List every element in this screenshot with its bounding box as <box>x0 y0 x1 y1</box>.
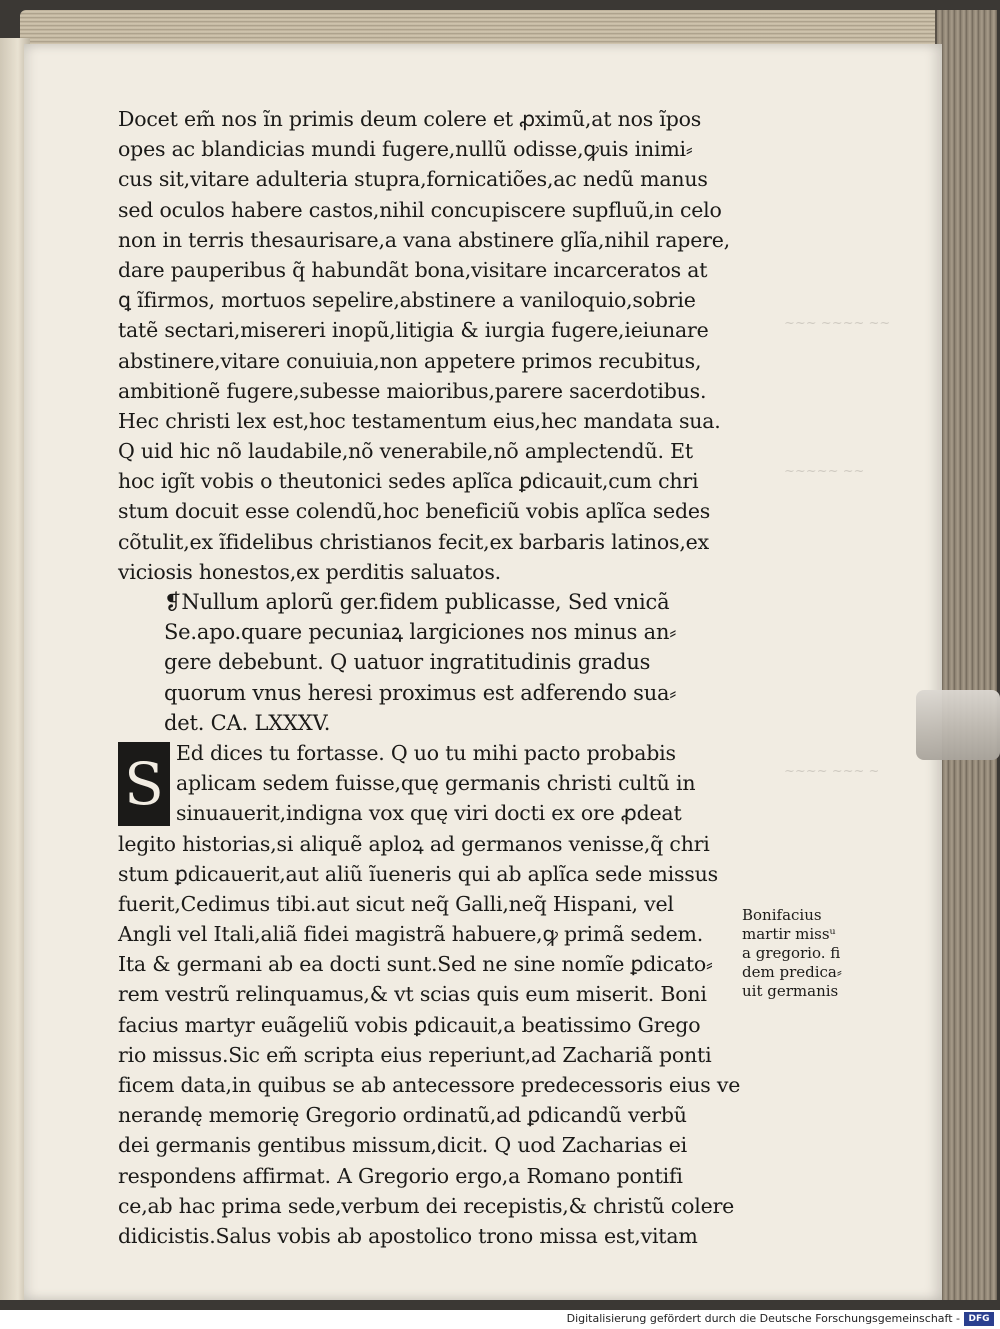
text-line: nerandę memorię Gregorio ordinatũ,ad ꝑdicandũ verbũ <box>118 1103 687 1128</box>
show-through-text: ~~~~~ ~~ <box>784 464 865 479</box>
text-line: Hec christi lex est,hoc testamentum eius,hec mandata sua. <box>118 408 721 433</box>
margin-note <box>742 906 852 1001</box>
chapter-heading <box>118 587 748 738</box>
margin-note-line: uit germanis <box>742 982 839 1000</box>
heading-line: quorum vnus heresi proximus est adferendo sua⸗ <box>164 680 677 705</box>
show-through-text: ~~~ ~~~~ ~~ <box>784 316 891 331</box>
margin-note-line: a gregorio. fi <box>742 944 841 962</box>
text-line: hoc igĩt vobis o theutonici sedes aplĩca ꝑdicauit,cum chri <box>118 469 699 494</box>
text-line: ficem data,in quibus se ab antecessore predecessoris eius ve <box>118 1073 741 1097</box>
text-line: respondens affirmat. A Gregorio ergo,a Romano pontifi <box>118 1163 683 1188</box>
text-line: sed oculos habere castos,nihil concupiscere supfluũ,in celo <box>118 197 722 222</box>
text-line: cõtulit,ex ĩfidelibus christianos fecit,ex barbaris latinos,ex <box>118 529 709 554</box>
book-cover-edge <box>935 10 997 1300</box>
text-line: cus sit,vitare adulteria stupra,fornicatiões,ac nedũ manus <box>118 167 708 192</box>
footer-credit: Digitalisierung gefördert durch die Deutsche Forschungsgemeinschaft - <box>566 1312 960 1325</box>
heading-line: ❡Nullum aplorũ ger.fidem publicasse, Sed vnicã <box>164 590 670 614</box>
text-line: non in terris thesaurisare,a vana abstinere glĩa,nihil rapere, <box>118 227 730 252</box>
text-line: abstinere,vitare conuiuia,non appetere primos recubitus, <box>118 348 702 373</box>
text-line: dei germanis gentibus missum,dicit. Q uod Zacharias ei <box>118 1133 688 1158</box>
show-through-text: ~~~~ ~~~ ~ <box>784 764 880 779</box>
chapter-paragraph-start <box>118 738 748 829</box>
text-line: sinuauerit,indigna vox quę viri docti ex ore ꝓdeat <box>176 801 682 826</box>
text-line: didicistis.Salus vobis ab apostolico trono missa est,vitam <box>118 1223 698 1248</box>
text-line: opes ac blandicias mundi fugere,nullũ odisse,ꝙuis inimi⸗ <box>118 137 693 162</box>
chapter-paragraph <box>118 829 748 1252</box>
heading-line: gere debebunt. Q uatuor ingratitudinis gradus <box>164 650 651 675</box>
text-line: tatẽ sectari,misereri inopũ,litigia & iurgia fugere,ieiunare <box>118 318 709 343</box>
text-line: ꝗ ĩfirmos, mortuos sepelire,abstinere a vaniloquio,sobrie <box>118 288 696 313</box>
page-clip <box>916 690 1000 760</box>
book-top-edge <box>20 10 970 46</box>
text-line: Docet em̃ nos ĩn primis deum colere et ꝓximũ,at nos ĩpos <box>118 107 702 131</box>
paragraph-one <box>118 104 748 587</box>
text-line: dare pauperibus q̃ habundãt bona,visitare incarceratos at <box>118 257 708 282</box>
heading-line: Se.apo.quare pecuniaꝝ largiciones nos minus an⸗ <box>164 620 677 645</box>
text-line: stum docuit esse colendũ,hoc beneficiũ vobis aplĩca sedes <box>118 499 711 524</box>
text-line: rem vestrũ relinquamus,& vt scias quis eum miserit. Boni <box>118 982 707 1007</box>
dfg-logo: DFG <box>964 1312 994 1326</box>
text-line: viciosis honestos,ex perditis saluatos. <box>118 559 501 584</box>
margin-note-line: dem predica⸗ <box>742 963 842 981</box>
text-line: Ita & germani ab ea docti sunt.Sed ne sine nomĩe ꝑdicato⸗ <box>118 952 713 977</box>
text-line: fuerit,Cedimus tibi.aut sicut neq̃ Galli,neq̃ Hispani, vel <box>118 891 674 916</box>
text-line: rio missus.Sic em̃ scripta eius reperiunt,ad Zachariã ponti <box>118 1042 712 1067</box>
text-line: aplicam sedem fuisse,quę germanis christi cultũ in <box>176 771 696 796</box>
main-text <box>118 104 748 1251</box>
margin-note-line: Bonifacius <box>742 906 822 924</box>
text-line: facius martyr euãgeliũ vobis ꝑdicauit,a beatissimo Grego <box>118 1012 701 1037</box>
digitization-footer <box>0 1310 1000 1329</box>
margin-note-line: martir missᵘ <box>742 925 836 943</box>
text-line: ambitionẽ fugere,subesse maioribus,parere sacerdotibus. <box>118 378 707 403</box>
drop-initial: S <box>118 742 170 826</box>
text-line: legito historias,si aliquẽ aploꝝ ad germanos venisse,q̃ chri <box>118 831 710 856</box>
text-line: ce,ab hac prima sede,verbum dei recepistis,& christũ colere <box>118 1193 735 1218</box>
text-line: Angli vel Itali,aliã fidei magistrã habuere,ꝙ primã sedem. <box>118 922 704 947</box>
text-line: Q uid hic nõ laudabile,nõ venerabile,nõ amplectendũ. Et <box>118 439 693 464</box>
heading-line: det. CA. LXXXV. <box>164 710 331 735</box>
text-line: stum ꝑdicauerit,aut aliũ ĩueneris qui ab aplĩca sede missus <box>118 861 718 886</box>
text-line: Ed dices tu fortasse. Q uo tu mihi pacto probabis <box>176 740 676 765</box>
